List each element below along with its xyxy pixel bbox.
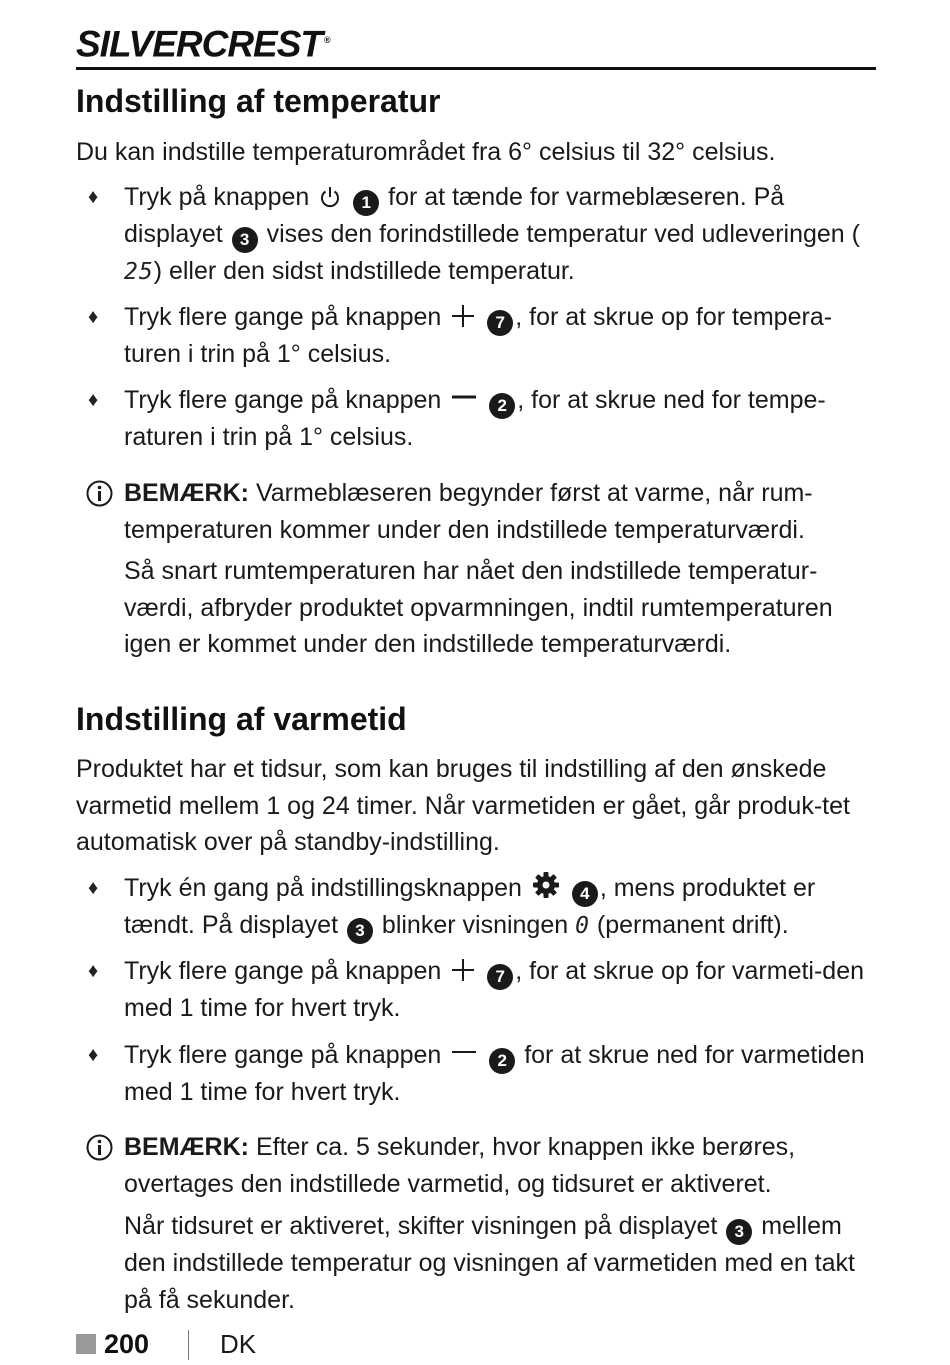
number-badge: 1 — [353, 190, 379, 216]
minus-icon — [450, 386, 478, 412]
info-icon — [86, 1134, 113, 1161]
page-footer — [76, 1326, 376, 1362]
header-rule — [76, 67, 876, 70]
minus-icon — [450, 1041, 478, 1067]
bullet: ♦ — [88, 306, 99, 328]
bullet: ♦ — [88, 960, 99, 982]
footer-divider — [188, 1330, 189, 1360]
number-badge: 3 — [347, 918, 373, 944]
power-icon — [318, 185, 342, 209]
number-badge: 2 — [489, 1048, 515, 1074]
number-badge: 4 — [572, 881, 598, 907]
section-title-temperature: Indstilling af temperatur — [76, 83, 441, 119]
display-readout: 0 — [575, 913, 590, 939]
note-temperature: BEMÆRK: Varmeblæseren begynder først at varme, når rum-temperaturen kommer under den indstillede temperaturværdi. — [124, 475, 876, 548]
note-heating-time-continued: Når tidsuret er aktiveret, skifter visningen på displayet 3 mellem den indstillede temperatur og visningen af varmetiden med en takt på få sekunder. — [124, 1212, 855, 1314]
note-label: BEMÆRK: — [124, 1133, 249, 1161]
note-label: BEMÆRK: — [124, 479, 249, 507]
list-item: ♦ Tryk flere gange på knappen 2 for at skrue ned for varmetiden med 1 time for hvert tryk. — [124, 1037, 876, 1111]
list-item: ♦ Tryk på knappen 1 for at tænde for varmeblæseren. På displayet 3 vises den forindstillede temperatur ved udleveringen (25) eller den sidst indstillede temperatur. — [124, 179, 876, 291]
display-readout: 25 — [124, 259, 154, 285]
list-item: ♦ Tryk flere gange på knappen 2 , for at skrue ned for tempe-raturen i trin på 1° celsius. — [124, 382, 876, 456]
note-temperature-continued: Så snart rumtemperaturen har nået den indstillede temperatur-værdi, afbryder produktet opvarmningen, indtil rumtemperaturen igen er kommet under den indstillede temperaturværdi. — [124, 557, 833, 658]
plus-icon — [450, 957, 476, 983]
list-item: ♦ Tryk flere gange på knappen 7 , for at skrue op for tempera-turen i trin på 1° celsius. — [124, 299, 876, 373]
number-badge: 3 — [726, 1219, 752, 1245]
list-item: ♦ Tryk flere gange på knappen 7 , for at skrue op for varmeti-den med 1 time for hvert tryk. — [124, 953, 876, 1027]
page-number: 200 — [104, 1329, 150, 1359]
number-badge: 3 — [232, 227, 258, 253]
list-item: ♦ Tryk én gang på indstillingsknappen 4 , mens produktet er tændt. På displayet 3 blinker visningen 0 (permanent drift). — [124, 870, 876, 945]
number-badge: 7 — [487, 964, 513, 990]
gear-icon — [531, 870, 561, 900]
number-badge: 2 — [489, 393, 515, 419]
plus-icon — [450, 303, 476, 329]
info-icon — [86, 480, 113, 507]
brand-logo: SILVERCREST ® — [76, 23, 330, 65]
note-heating-time: BEMÆRK: Efter ca. 5 sekunder, hvor knappen ikke berøres, overtages den indstillede varmetid, og tidsuret er aktiveret. — [124, 1129, 876, 1202]
language-code: DK — [220, 1329, 257, 1359]
bullet: ♦ — [88, 389, 99, 411]
number-badge: 7 — [487, 310, 513, 336]
bullet: ♦ — [88, 1044, 99, 1066]
footer-square — [76, 1334, 96, 1354]
bullet: ♦ — [88, 186, 99, 208]
intro-temperature: Du kan indstille temperaturområdet fra 6° celsius til 32° celsius. — [76, 138, 776, 166]
bullet: ♦ — [88, 877, 99, 899]
section-title-heating-time: Indstilling af varmetid — [76, 701, 407, 737]
intro-heating-time: Produktet har et tidsur, som kan bruges til indstilling af den ønskede varmetid mellem 1 og 24 timer. Når varmetiden er gået, går produk-tet automatisk over på standby-indstilling. — [76, 755, 850, 856]
